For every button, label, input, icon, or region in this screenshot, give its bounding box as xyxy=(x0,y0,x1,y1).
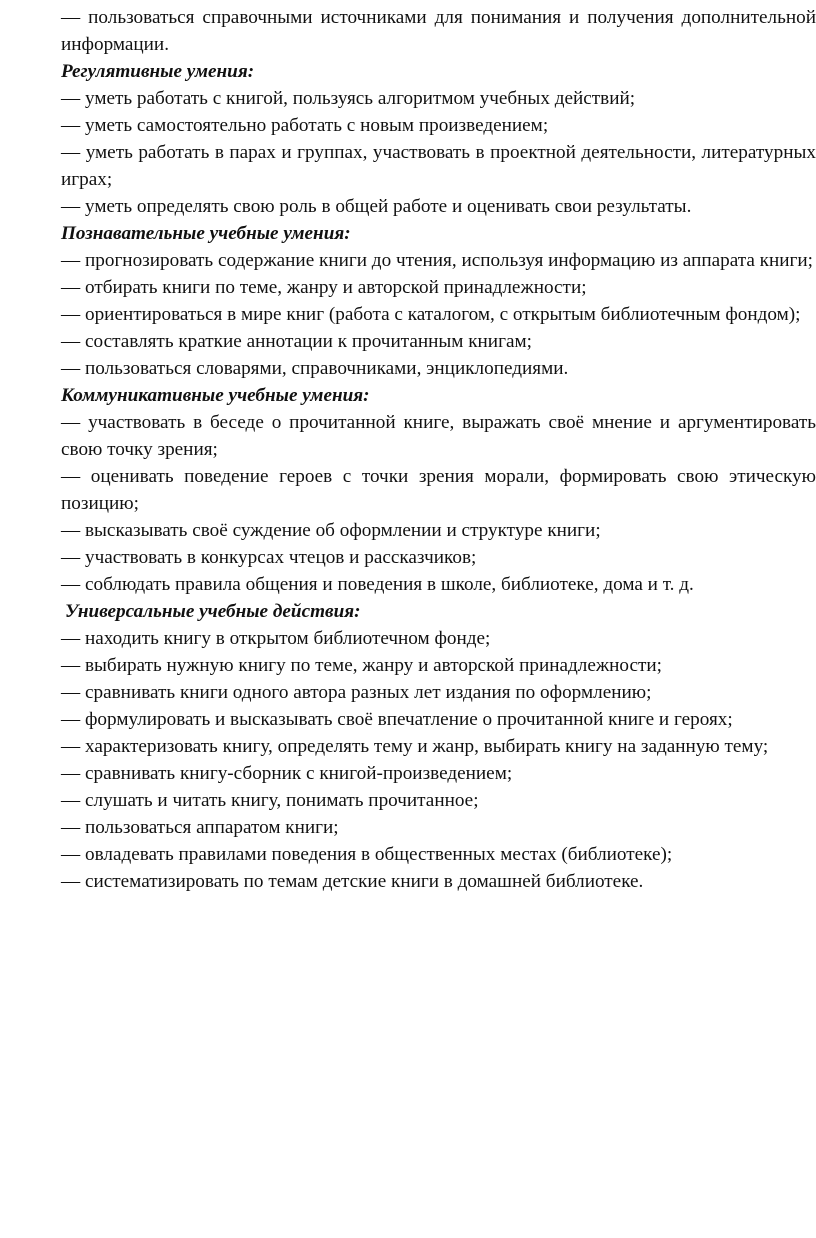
list-item: — оценивать поведение героев с точки зрения морали, формировать свою этическую позицию; xyxy=(61,466,816,514)
list-item: — прогнозировать содержание книги до чтения, используя информацию из аппарата книги; xyxy=(61,250,814,271)
list-item: — выбирать нужную книгу по теме, жанру и авторской принадлежности; xyxy=(61,655,662,676)
list-item: — сравнивать книги одного автора разных лет издания по оформлению; xyxy=(61,682,652,703)
document-page xyxy=(61,4,816,895)
list-item: — характеризовать книгу, определять тему и жанр, выбирать книгу на заданную тему; xyxy=(61,736,769,757)
list-item: — уметь работать в парах и группах, участвовать в проектной деятельности, литературных играх; xyxy=(61,142,816,190)
list-item: — уметь самостоятельно работать с новым произведением; xyxy=(61,115,549,136)
list-item: — ориентироваться в мире книг (работа с каталогом, с открытым библиотечным фондом); xyxy=(61,304,801,325)
list-item: — участвовать в конкурсах чтецов и рассказчиков; xyxy=(61,547,477,568)
heading-cognitive: Познавательные учебные умения: xyxy=(61,223,351,244)
list-item: — сравнивать книгу-сборник с книгой-произведением; xyxy=(61,763,513,784)
list-item: — формулировать и высказывать своё впечатление о прочитанной книге и героях; xyxy=(61,709,733,730)
list-item: — систематизировать по темам детские книги в домашней библиотеке. xyxy=(61,871,644,892)
list-item: — высказывать своё суждение об оформлении и структуре книги; xyxy=(61,520,601,541)
list-item: — отбирать книги по теме, жанру и авторской принадлежности; xyxy=(61,277,587,298)
list-item: — уметь определять свою роль в общей работе и оценивать свои результаты. xyxy=(61,196,692,217)
list-item: — соблюдать правила общения и поведения в школе, библиотеке, дома и т. д. xyxy=(61,574,694,595)
list-item: — составлять краткие аннотации к прочитанным книгам; xyxy=(61,331,532,352)
heading-universal: Универсальные учебные действия: xyxy=(65,601,361,622)
list-item: — овладевать правилами поведения в общественных местах (библиотеке); xyxy=(61,844,673,865)
heading-regulatory: Регулятивные умения: xyxy=(61,61,255,82)
intro-item: — пользоваться справочными источниками для понимания и получения дополнительной информации. xyxy=(61,7,816,55)
list-item: — слушать и читать книгу, понимать прочитанное; xyxy=(61,790,479,811)
list-item: — участвовать в беседе о прочитанной книге, выражать своё мнение и аргументировать свою точку зрения; xyxy=(61,412,816,460)
heading-communicative: Коммуникативные учебные умения: xyxy=(61,385,370,406)
list-item: — находить книгу в открытом библиотечном фонде; xyxy=(61,628,491,649)
list-item: — уметь работать с книгой, пользуясь алгоритмом учебных действий; xyxy=(61,88,636,109)
list-item: — пользоваться словарями, справочниками, энциклопедиями. xyxy=(61,358,569,379)
list-item: — пользоваться аппаратом книги; xyxy=(61,817,339,838)
